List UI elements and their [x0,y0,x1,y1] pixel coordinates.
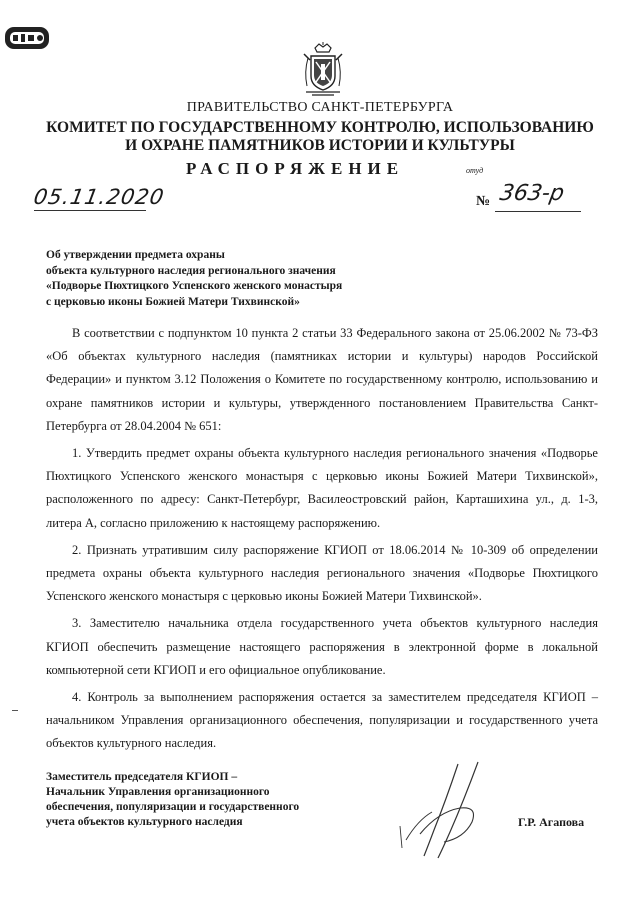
item-4-paragraph: 4. Контроль за выполнением распоряжения остается за заместителем председателя КГИОП – начальником Управления организационного обеспечения, популяризации и государственного учета объектов культурного наследия. [46,690,598,751]
subject-line-4: с церковью иконы Божией Матери Тихвинской» [46,295,300,308]
committee-title [0,119,640,155]
subject-line-1: Об утверждении предмета охраны [46,249,225,261]
preamble-paragraph: В соответствии с подпунктом 10 пункта 2 статьи 33 Федерального закона от 25.06.2002 № 73-ФЗ «Об объектах культурного наследия (памятниках истории и культуры) народов Российской Федерации» и пунктом 3.12 Положения о Комитете по государственному контролю, использованию и охране памятников истории и культуры, утвержденного постановлением Правительства Санкт-Петербурга от 28.04.2004 № 651: [46,326,598,433]
document-date: 05.11.2020 [31,185,167,209]
document-subject [46,248,406,310]
committee-line-1: КОМИТЕТ ПО ГОСУДАРСТВЕННОМУ КОНТРОЛЮ, ИСПОЛЬЗОВАНИЮ [46,119,594,136]
document-number: 363-р [497,181,567,206]
signatory-line-2: Начальник Управления организационного [46,786,270,798]
otsud-note: отуд [466,166,484,175]
signatory-line-3: обеспечения, популяризации и государственного [46,801,300,813]
date-underline [34,210,146,211]
document-body [46,322,598,756]
subject-line-2: объекта культурного наследия регионального значения [46,264,336,277]
signatory-title [46,770,346,830]
margin-mark [12,710,18,711]
signatory-line-4: учета объектов культурного наследия [46,816,243,828]
item-1-paragraph: 1. Утвердить предмет охраны объекта культурного наследия регионального значения «Подворье Пюхтицкого Успенского женского монастыря с церковью иконы Божией Матери Тихвинской», расположенного по адресу: Санкт-Петербург, Василеостровский район, Карташихина ул., д. 1-3, литера А, согласно приложению к настоящему распоряжению. [46,446,598,530]
government-title: ПРАВИТЕЛЬСТВО САНКТ-ПЕТЕРБУРГА [186,100,454,115]
document-type: РАСПОРЯЖЕНИЕ [186,159,405,178]
committee-line-2: И ОХРАНЕ ПАМЯТНИКОВ ИСТОРИИ И КУЛЬТУРЫ [125,137,515,154]
item-3-paragraph: 3. Заместителю начальника отдела государственного учета объектов культурного наследия КГИОП обеспечить размещение настоящего распоряжения в электронной форме в локальной компьютерной сети КГИОП и его официальное опубликование. [46,616,598,677]
coat-of-arms-icon [302,42,344,98]
item-2-paragraph: 2. Признать утратившим силу распоряжение КГИОП от 18.06.2014 № 10-309 об определении предмета охраны объекта культурного наследия регионального значения «Подворье Пюхтицкого Успенского женского монастыря с церковью иконы Божией Матери Тихвинской». [46,542,598,604]
stamp-logo-icon [4,24,52,52]
handwritten-signature-icon [398,760,508,860]
number-sign: № [476,194,491,209]
signatory-name: Г.Р. Агапова [518,815,585,829]
number-underline [495,211,581,212]
signatory-line-1: Заместитель председателя КГИОП – [46,771,238,783]
subject-line-3: «Подворье Пюхтицкого Успенского женского монастыря [46,280,343,292]
